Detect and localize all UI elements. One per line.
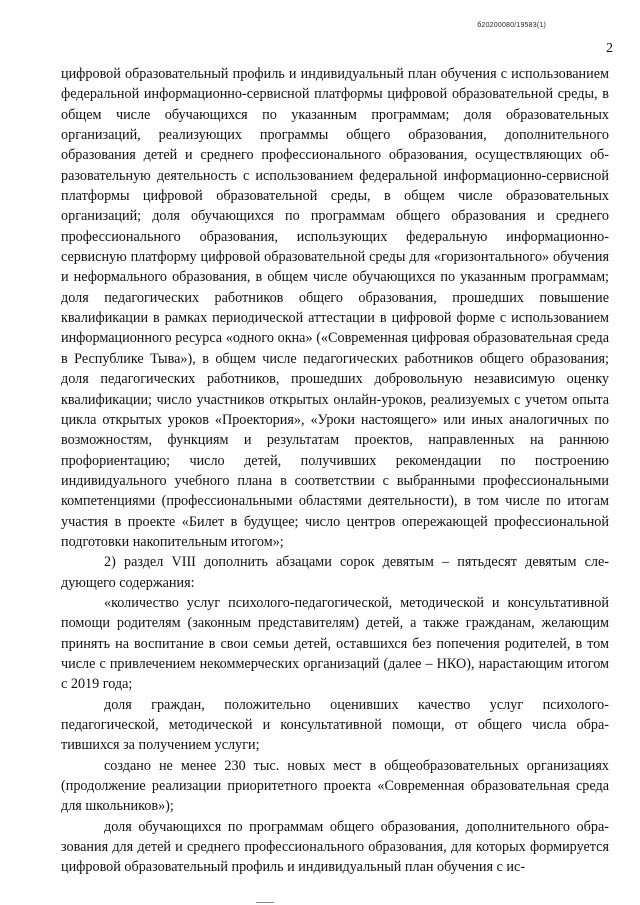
- paragraph: доля обучающихся по программам общего образования, дополнительного образования для детей и среднего профессионального образования, для которых формируется цифровой образовательный профиль и индивидуальный план обучения с ис-: [61, 818, 609, 876]
- paragraph: 2) раздел VIII дополнить абзацами сорок девятым – пятьдесят девятым следующего содержания:: [61, 554, 609, 591]
- document-body: [61, 64, 609, 878]
- paragraph: доля граждан, положительно оценивших качество услуг психолого-педагогической, методической и консультативной помощи, от общего числа обратившихся за получением услуги;: [61, 696, 609, 754]
- document-id: б20200080/19583(1): [477, 22, 546, 29]
- scan-mark: [256, 902, 274, 903]
- paragraph: создано не менее 230 тыс. новых мест в общеобразовательных организациях (продолжение реализации приоритетного проекта «Современная образовательная среда для школьников»);: [61, 757, 609, 815]
- paragraph: «количество услуг психолого-педагогической, методической и консультативной помощи родителям (законным представителям) детей, а также гражданам, желающим принять на воспитание в свои семьи детей, оставшихся без попечения родителей, в том числе с привлечением некоммерческих организаций (далее – НКО), нарастающим итогом с 2019 года;: [61, 594, 609, 693]
- page-number: 2: [606, 41, 613, 56]
- paragraph: цифровой образовательный профиль и индивидуальный план обучения с использованием федеральной информационно-сервисной платформы цифровой образовательной среды, в общем числе обучающихся по указанным программам; доля образовательных организаций, реализующих программы общего образования, дополнительного образования детей и среднего профессионального образования, осуществляющих образовательную деятельность с использованием федеральной информационно-сервисной платформы цифровой образовательной среды, в общем числе образовательных организаций; доля обучающихся по программам общего образования и среднего профессионального образования, использующих федеральную информационно-сервисную платформу цифровой образовательной среды для «горизонтального» обучения и неформального образования, в общем числе обучающихся по указанным программам; доля педагогических работников общего образования, прошедших повышение квалификации в рамках периодической аттестации в цифровой форме с использованием информационного ресурса «одного окна» («Современная цифровая образовательная среда в Республике Тыва»), в общем числе педагогических работников общего образования; доля педагогических работников, прошедших добровольную независимую оценку квалификации; число участников открытых онлайн-уроков, реализуемых с учетом опыта цикла открытых уроков «Проектория», «Уроки настоящего» или иных аналогичных по возможностям, функциям и результатам проектов, направленных на раннюю профориентацию; число детей, получивших рекомендации по построению индивидуального учебного плана в соответствии с выбранными профессиональными компетенциями (профессиональными областями деятельности), в том числе по итогам участия в проекте «Билет в будущее; число центров опережающей профессиональной подготовки накопительным итогом»;: [61, 66, 609, 550]
